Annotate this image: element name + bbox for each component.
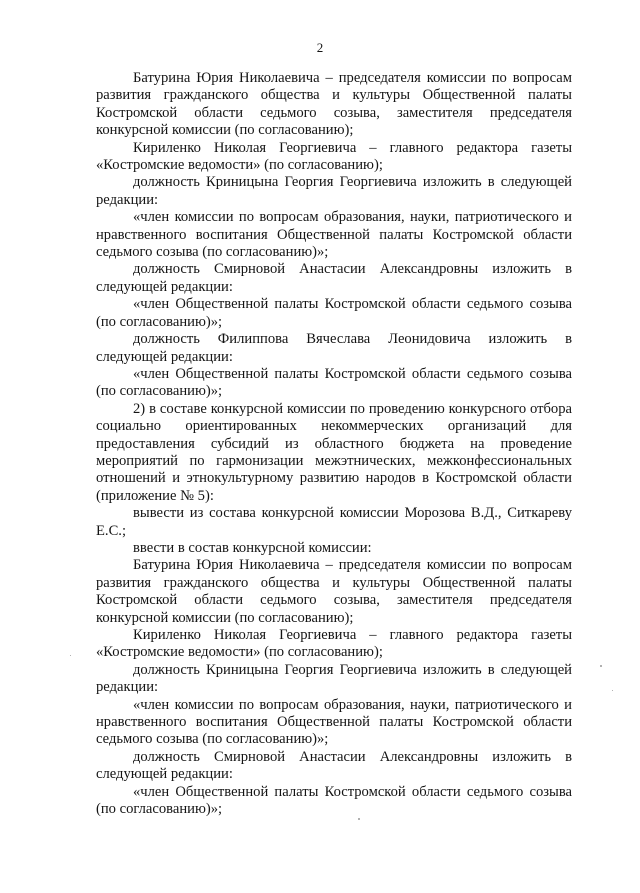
paragraph: «член комиссии по вопросам образования, науки, патриотического и нравственного воспитания Общественной палаты Костромской области седьмого созыва (по согласованию)»; bbox=[96, 209, 572, 261]
scan-speck bbox=[612, 690, 613, 691]
paragraph: должность Криницына Георгия Георгиевича изложить в следующей редакции: bbox=[96, 174, 572, 208]
paragraph: вывести из состава конкурсной комиссии Морозова В.Д., Ситкареву Е.С.; bbox=[96, 505, 572, 539]
paragraph: должность Смирновой Анастасии Александровны изложить в следующей редакции: bbox=[96, 748, 572, 783]
scan-speck bbox=[70, 655, 71, 656]
paragraph: Батурина Юрия Николаевича – председателя комиссии по вопросам развития гражданского общества и культуры Общественной палаты Костромской области седьмого созыва, заместителя председателя конкурсной комиссии (по согласованию); bbox=[96, 557, 572, 626]
page-number: 2 bbox=[316, 40, 324, 55]
paragraph: «член Общественной палаты Костромской области седьмого созыва (по согласованию)»; bbox=[96, 783, 572, 818]
paragraph: должность Криницына Георгия Георгиевича изложить в следующей редакции: bbox=[96, 661, 572, 696]
paragraph: ввести в состав конкурсной комиссии: bbox=[133, 539, 372, 556]
paragraph: должность Смирновой Анастасии Александровны изложить в следующей редакции: bbox=[96, 261, 572, 295]
scan-speck bbox=[600, 665, 602, 667]
paragraph: Батурина Юрия Николаевича – председателя комиссии по вопросам развития гражданского общества и культуры Общественной палаты Костромской области седьмого созыва, заместителя председателя конкурсной комиссии (по согласованию); bbox=[96, 70, 572, 139]
paragraph: Кириленко Николая Георгиевича – главного редактора газеты «Костромские ведомости» (по согласованию); bbox=[96, 139, 572, 174]
paragraph: Кириленко Николая Георгиевича – главного редактора газеты «Костромские ведомости» (по согласованию); bbox=[96, 627, 572, 661]
paragraph: «член Общественной палаты Костромской области седьмого созыва (по согласованию)»; bbox=[96, 365, 572, 400]
paragraph: должность Филиппова Вячеслава Леонидовича изложить в следующей редакции: bbox=[96, 331, 572, 365]
paragraph: «член комиссии по вопросам образования, науки, патриотического и нравственного воспитания Общественной палаты Костромской области седьмого созыва (по согласованию)»; bbox=[96, 696, 572, 748]
paragraph: 2) в составе конкурсной комиссии по проведению конкурсного отбора социально ориентированных некоммерческих организаций для предоставления субсидий из областного бюджета на проведение мероприятий по гармонизации межэтнических, межконфессиональных отношений и этнокультурному развитию народов в Костромской области (приложение № 5): bbox=[96, 400, 572, 504]
paragraph: «член Общественной палаты Костромской области седьмого созыва (по согласованию)»; bbox=[96, 296, 572, 330]
scan-speck bbox=[358, 818, 360, 820]
document-body bbox=[96, 70, 572, 818]
